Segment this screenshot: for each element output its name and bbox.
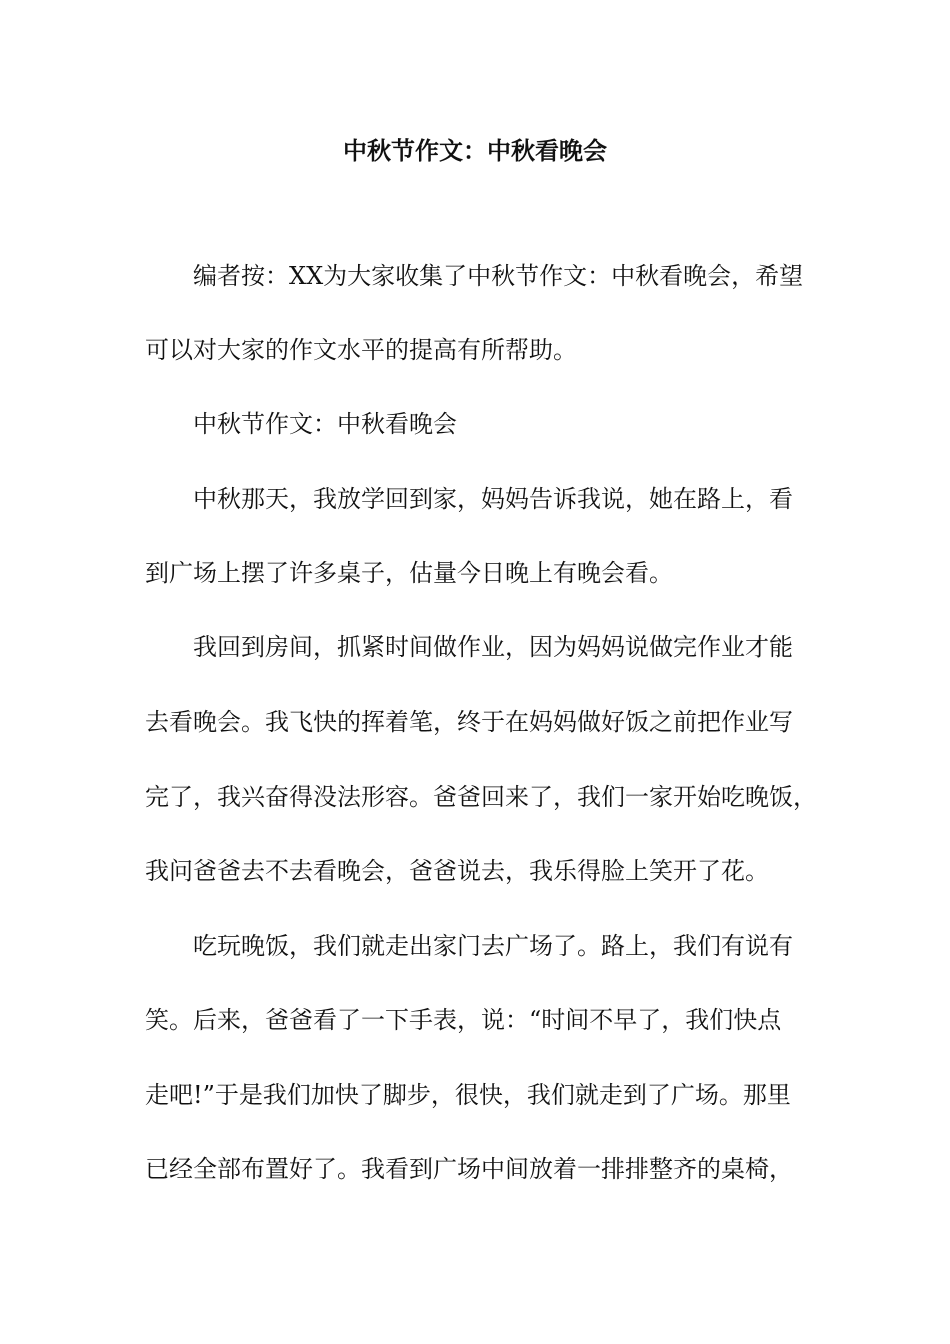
document-title: 中秋节作文：中秋看晚会 (343, 136, 607, 165)
paragraph-line: 完了，我兴奋得没法形容。爸爸回来了，我们一家开始吃晚饭， (145, 783, 817, 811)
paragraph-line: 吃玩晚饭，我们就走出家门去广场了。路上，我们有说有 (193, 932, 793, 960)
paragraph-line: 我问爸爸去不去看晚会，爸爸说去，我乐得脸上笑开了花。 (145, 857, 769, 885)
paragraph-line: 去看晚会。我飞快的挥着笔，终于在妈妈做好饭之前把作业写 (145, 708, 793, 736)
paragraph-line: 可以对大家的作文水平的提高有所帮助。 (145, 336, 577, 364)
paragraph-line: 编者按：XX为大家收集了中秋节作文：中秋看晚会，希望 (193, 262, 804, 290)
paragraph-line: 笑。后来，爸爸看了一下手表，说：“时间不早了，我们快点 (145, 1006, 782, 1034)
paragraph-line: 到广场上摆了许多桌子，估量今日晚上有晚会看。 (145, 559, 673, 587)
paragraph-line: 中秋节作文：中秋看晚会 (193, 410, 457, 438)
paragraph-line: 我回到房间，抓紧时间做作业，因为妈妈说做完作业才能 (193, 633, 793, 661)
paragraph-line: 已经全部布置好了。我看到广场中间放着一排排整齐的桌椅， (145, 1155, 793, 1183)
paragraph-line: 中秋那天，我放学回到家，妈妈告诉我说，她在路上，看 (193, 485, 793, 513)
paragraph-line: 走吧!”于是我们加快了脚步，很快，我们就走到了广场。那里 (145, 1081, 791, 1109)
